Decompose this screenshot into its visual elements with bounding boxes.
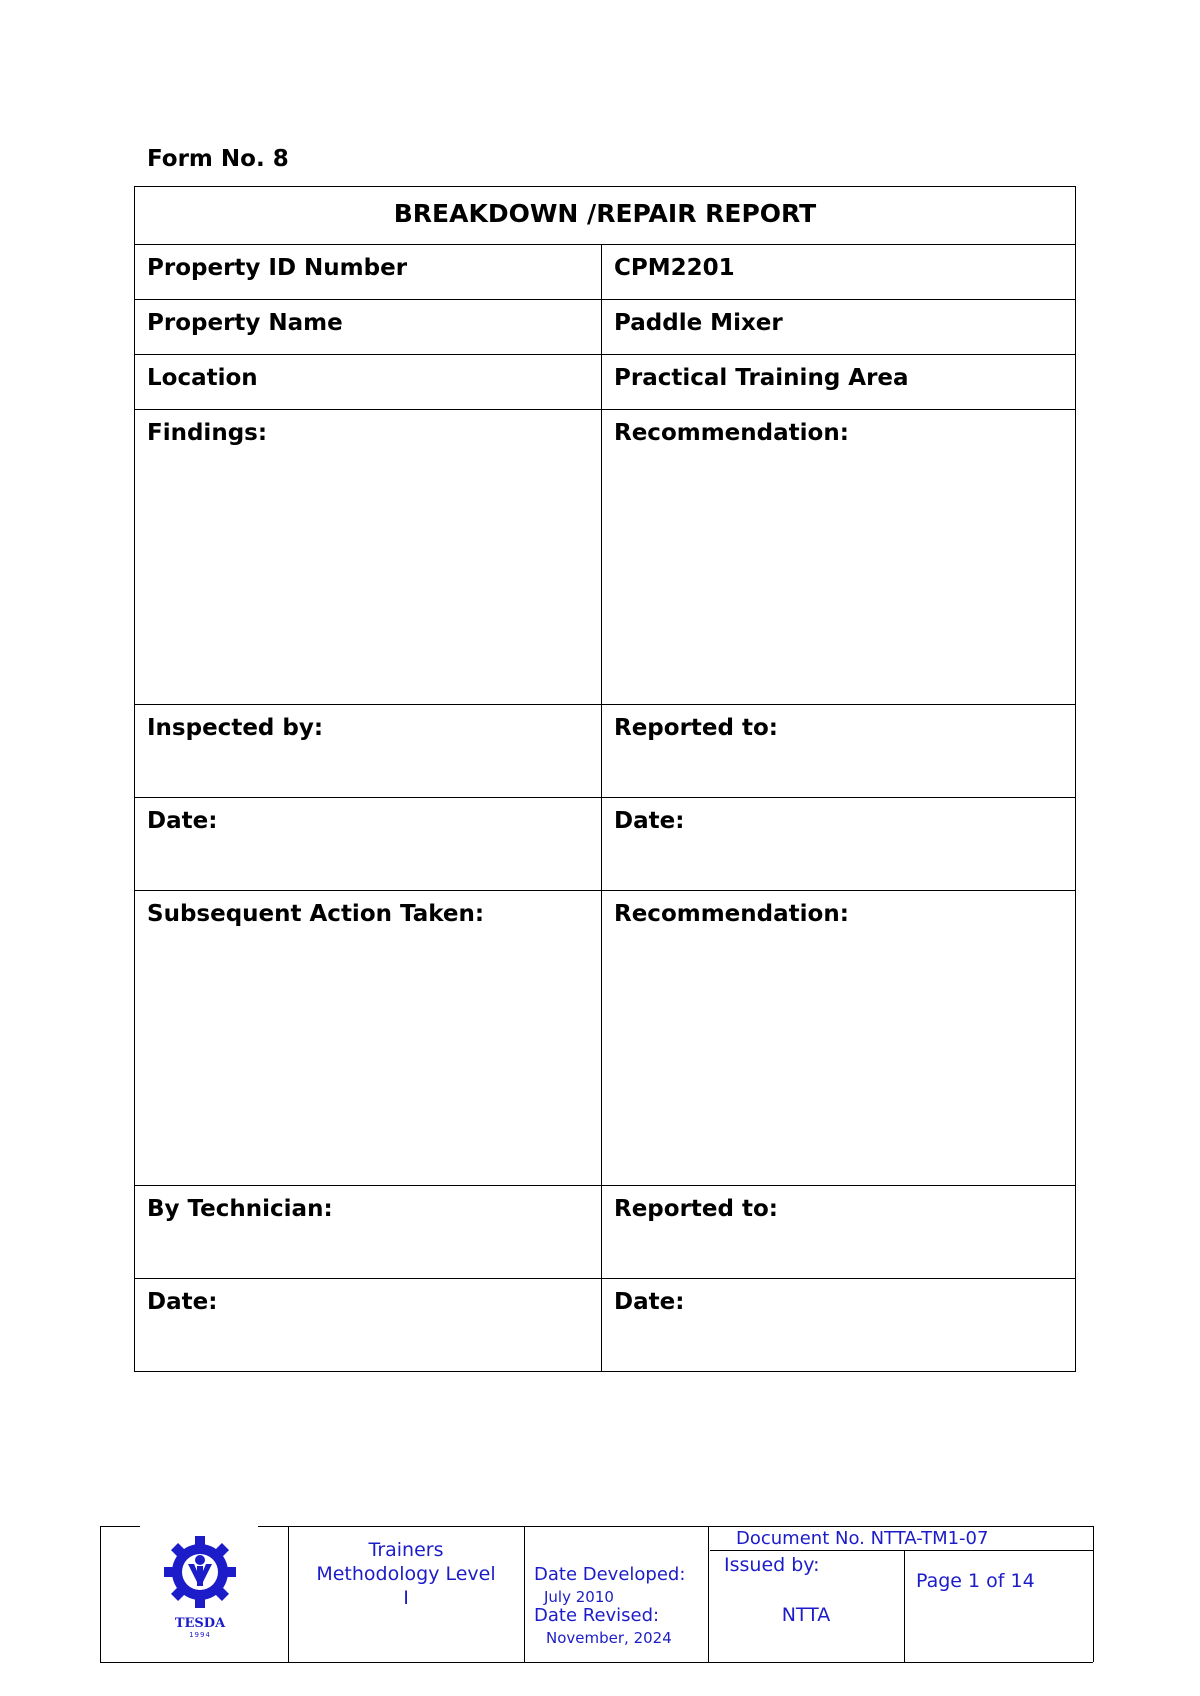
- footer-border-bottom: [100, 1662, 1093, 1663]
- footer-divider-2: [524, 1526, 525, 1662]
- issued-by-label: Issued by:: [724, 1554, 820, 1576]
- report-title: BREAKDOWN /REPAIR REPORT: [135, 187, 1076, 245]
- report-date-field[interactable]: Date:: [602, 798, 1076, 891]
- footer-divider-4: [904, 1550, 905, 1662]
- footer-border-left: [100, 1526, 101, 1662]
- property-name-value: Paddle Mixer: [602, 300, 1076, 355]
- tesda-gear-icon: [160, 1532, 240, 1612]
- findings-field[interactable]: Findings:: [135, 410, 602, 705]
- document-number: Document No. NTTA-TM1-07: [736, 1528, 989, 1549]
- footer-border-top-left: [100, 1526, 140, 1527]
- second-reported-to-field[interactable]: Reported to:: [602, 1186, 1076, 1279]
- course-title-line3: I: [403, 1587, 409, 1609]
- inspection-date-field[interactable]: Date:: [135, 798, 602, 891]
- reported-to-field[interactable]: Reported to:: [602, 705, 1076, 798]
- recommendation-field[interactable]: Recommendation:: [602, 410, 1076, 705]
- footer-border-right: [1093, 1526, 1094, 1662]
- logo-subtext: 1994: [189, 1631, 211, 1639]
- footer-border-top: [258, 1526, 1093, 1527]
- form-number: Form No. 8: [147, 146, 289, 172]
- course-title-line1: Trainers: [368, 1539, 444, 1561]
- technician-date-field[interactable]: Date:: [135, 1279, 602, 1372]
- footer-docno-divider: [710, 1550, 1093, 1551]
- date-developed-value: July 2010: [544, 1588, 614, 1606]
- location-label: Location: [135, 355, 602, 410]
- breakdown-repair-report-table: [134, 186, 1076, 1372]
- property-id-label: Property ID Number: [135, 245, 602, 300]
- property-name-label: Property Name: [135, 300, 602, 355]
- document-footer: [100, 1526, 1093, 1662]
- inspected-by-field[interactable]: Inspected by:: [135, 705, 602, 798]
- date-revised-label: Date Revised:: [534, 1605, 660, 1626]
- course-title-line2: Methodology Level: [316, 1563, 496, 1585]
- property-id-value: CPM2201: [602, 245, 1076, 300]
- location-value: Practical Training Area: [602, 355, 1076, 410]
- footer-divider-3: [708, 1526, 709, 1662]
- second-report-date-field[interactable]: Date:: [602, 1279, 1076, 1372]
- course-title: [288, 1538, 524, 1610]
- logo-text: TESDA: [174, 1616, 226, 1631]
- subsequent-action-field[interactable]: Subsequent Action Taken:: [135, 891, 602, 1186]
- issued-by-value: NTTA: [781, 1604, 831, 1626]
- by-technician-field[interactable]: By Technician:: [135, 1186, 602, 1279]
- page-number: Page 1 of 14: [916, 1570, 1035, 1592]
- date-revised-value: November, 2024: [546, 1629, 672, 1647]
- second-recommendation-field[interactable]: Recommendation:: [602, 891, 1076, 1186]
- tesda-logo: [160, 1532, 240, 1637]
- date-developed-label: Date Developed:: [534, 1564, 686, 1585]
